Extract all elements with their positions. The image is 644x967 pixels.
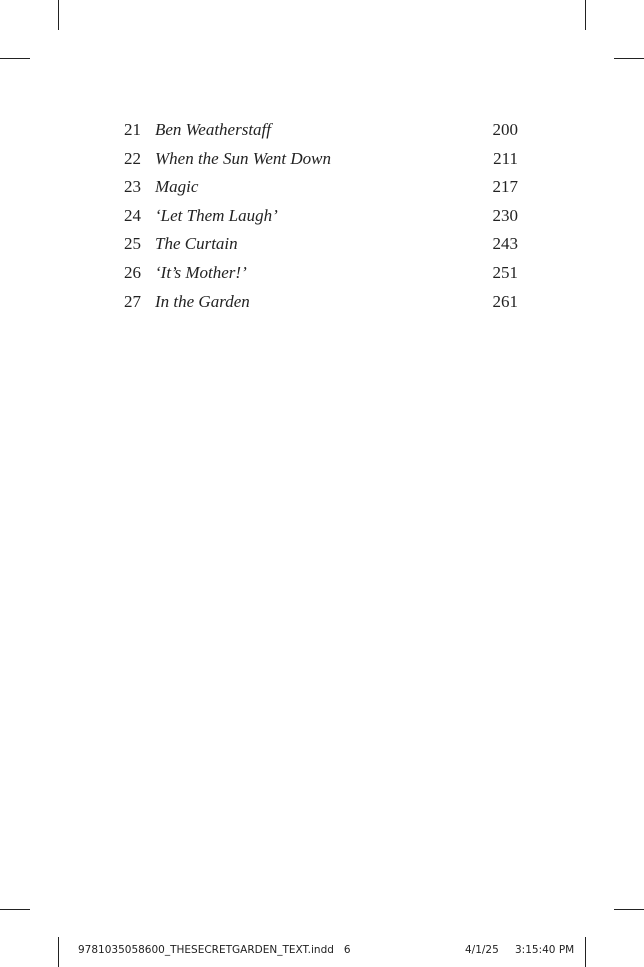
- page-number: 230: [492, 205, 518, 225]
- crop-mark-top-left: [58, 0, 59, 30]
- page-number: 261: [492, 291, 518, 311]
- chapter-title: Ben Weatherstaff: [155, 120, 271, 139]
- chapter-number: 25: [124, 234, 141, 254]
- toc-entry: [124, 234, 518, 263]
- page-number: 243: [492, 234, 518, 254]
- page-number: 251: [492, 262, 518, 282]
- toc-entry: [124, 292, 518, 321]
- toc-entry: [124, 149, 518, 178]
- slug-time: 3:15:40 PM: [515, 944, 575, 956]
- crop-mark-bottom-left: [58, 937, 59, 967]
- slug-date: 4/1/25: [465, 944, 499, 956]
- toc-entry: [124, 263, 518, 292]
- page-number: 211: [493, 148, 518, 168]
- page-number: 200: [492, 120, 518, 139]
- chapter-title: Magic: [155, 177, 199, 197]
- chapter-number: 21: [124, 120, 141, 139]
- crop-mark-bottom-right-horizontal: [614, 909, 644, 910]
- chapter-number: 24: [124, 205, 141, 225]
- table-of-contents: [124, 120, 518, 320]
- chapter-title: In the Garden: [155, 291, 250, 311]
- toc-entry: [124, 120, 518, 149]
- chapter-title: ‘Let Them Laugh’: [155, 205, 278, 225]
- chapter-title: When the Sun Went Down: [155, 148, 331, 168]
- crop-mark-bottom-right: [585, 937, 586, 967]
- crop-mark-bottom-left-horizontal: [0, 909, 30, 910]
- crop-mark-top-left-horizontal: [0, 58, 30, 59]
- crop-mark-top-right-horizontal: [614, 58, 644, 59]
- chapter-number: 26: [124, 262, 141, 282]
- chapter-title: ‘It’s Mother!’: [155, 262, 247, 282]
- toc-entry: [124, 177, 518, 206]
- slug-filename: 9781035058600_THESECRETGARDEN_TEXT.indd 6: [78, 944, 351, 956]
- chapter-number: 22: [124, 148, 141, 168]
- toc-entry: [124, 206, 518, 235]
- crop-mark-top-right: [585, 0, 586, 30]
- chapter-title: The Curtain: [155, 234, 238, 254]
- page-number: 217: [492, 177, 518, 197]
- chapter-number: 23: [124, 177, 141, 197]
- chapter-number: 27: [124, 291, 141, 311]
